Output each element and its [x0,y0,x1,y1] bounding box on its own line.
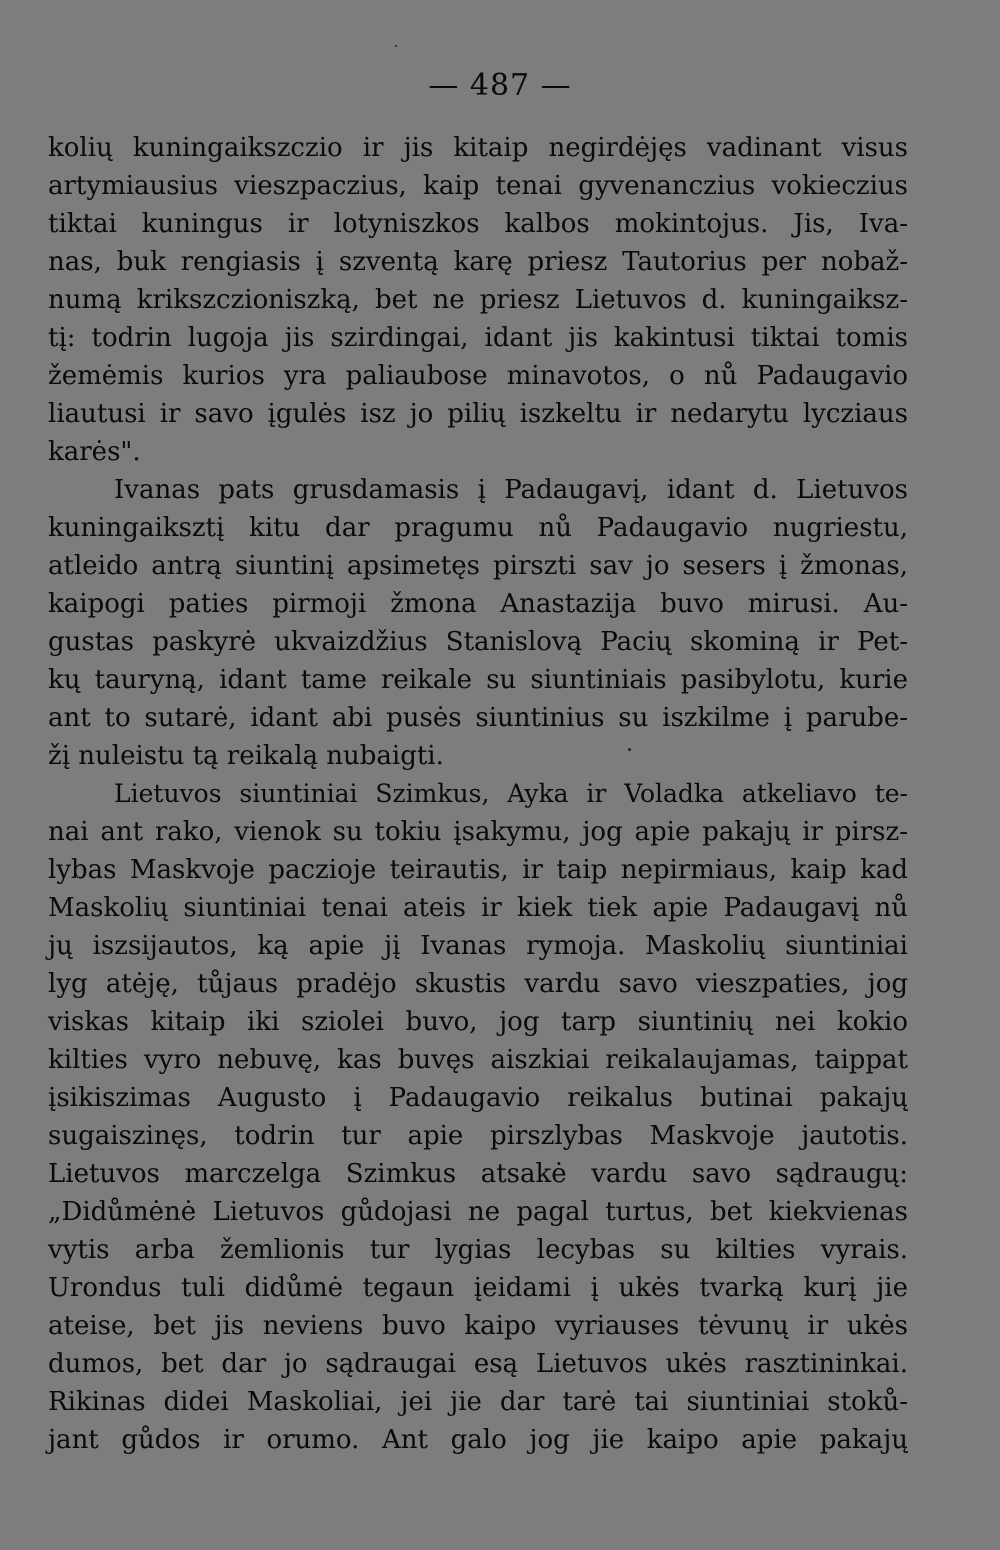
print-speck [628,748,631,751]
print-speck [395,45,397,47]
text-line: kų tauryną, idant tame reikale su siuntiniais pasibylotu, kurie [48,665,908,695]
text-line: Urondus tuli didůmė tegaun įeidami į ukės tvarką kurį jie [48,1273,908,1303]
body-text [48,129,908,1459]
text-line: tį: todrin lugoja jis szirdingai, idant jis kakintusi tiktai tomis [48,323,908,353]
text-line: kuningaiksztį kitu dar pragumu nů Padaugavio nugriestu, [48,513,908,543]
text-line: artymiausius vieszpaczius, kaip tenai gyvenanczius vokieczius [48,171,908,201]
text-line: sugaiszinęs, todrin tur apie pirszlybas Maskvoje jautotis. [48,1121,908,1151]
text-line: ant to sutarė, idant abi pusės siuntinius su iszkilme į parube- [48,703,908,733]
text-line: kaipogi paties pirmoji žmona Anastazija buvo mirusi. Au- [48,589,908,619]
text-line: kilties vyro nebuvę, kas buvęs aiszkiai reikalaujamas, taippat [48,1045,908,1075]
text-line: nai ant rako, vienok su tokiu įsakymu, jog apie pakajų ir pirsz- [48,817,908,847]
text-line: Rikinas didei Maskoliai, jei jie dar tarė tai siuntiniai stoků- [48,1387,908,1417]
text-line: kolių kuningaikszczio ir jis kitaip negirdėjęs vadinant visus [48,133,908,163]
text-line: liautusi ir savo įgulės isz jo pilių iszkeltu ir nedarytu lycziaus [48,399,908,429]
text-line: viskas kitaip iki sziolei buvo, jog tarp siuntinių nei kokio [48,1007,908,1037]
text-line: „Didůmėnė Lietuvos gůdojasi ne pagal turtus, bet kiekvienas [48,1197,908,1227]
text-line: žemėmis kurios yra paliaubose minavotos, o nů Padaugavio [48,361,908,391]
text-line: ateise, bet jis neviens buvo kaipo vyriauses tėvunų ir ukės [48,1311,908,1341]
text-line: vytis arba žemlionis tur lygias lecybas su kilties vyrais. [48,1235,908,1265]
text-line: karės". [48,437,141,467]
text-line: Lietuvos marczelga Szimkus atsakė vardu savo sądraugų: [48,1159,908,1189]
text-line: jų iszsijautos, ką apie jį Ivanas rymoja. Maskolių siuntiniai [48,931,908,961]
text-line: Maskolių siuntiniai tenai ateis ir kiek tiek apie Padaugavį nů [48,893,908,923]
text-line: žį nuleistu tą reikalą nubaigti. [48,741,444,771]
text-line: Lietuvos siuntiniai Szimkus, Ayka ir Voladka atkeliavo te- [114,779,908,808]
text-line: gustas paskyrė ukvaizdžius Stanislovą Pacių skominą ir Pet- [48,627,908,657]
text-line: lyg atėję, tůjaus pradėjo skustis vardu savo vieszpaties, jog [48,969,908,999]
text-line: jant gůdos ir orumo. Ant galo jog jie kaipo apie pakajų [48,1425,908,1455]
text-line: tiktai kuningus ir lotyniszkos kalbos mokintojus. Jis, Iva- [48,209,908,239]
text-line: Ivanas pats grusdamasis į Padaugavį, idant d. Lietuvos [114,475,908,505]
text-line: nas, buk rengiasis į szventą karę priesz Tautorius per nobaž- [48,247,908,277]
text-line: lybas Maskvoje paczioje teirautis, ir taip nepirmiaus, kaip kad [48,855,908,885]
text-line: numą krikszczioniszką, bet ne priesz Lietuvos d. kuningaiksz- [48,285,908,315]
page-number: — 487 — [428,68,572,103]
text-line: atleido antrą siuntinį apsimetęs pirszti sav jo sesers į žmonas, [48,551,908,581]
text-line: įsikiszimas Augusto į Padaugavio reikalus butinai pakajų [48,1083,908,1113]
text-line: dumos, bet dar jo sądraugai esą Lietuvos ukės rasztininkai. [48,1349,908,1379]
